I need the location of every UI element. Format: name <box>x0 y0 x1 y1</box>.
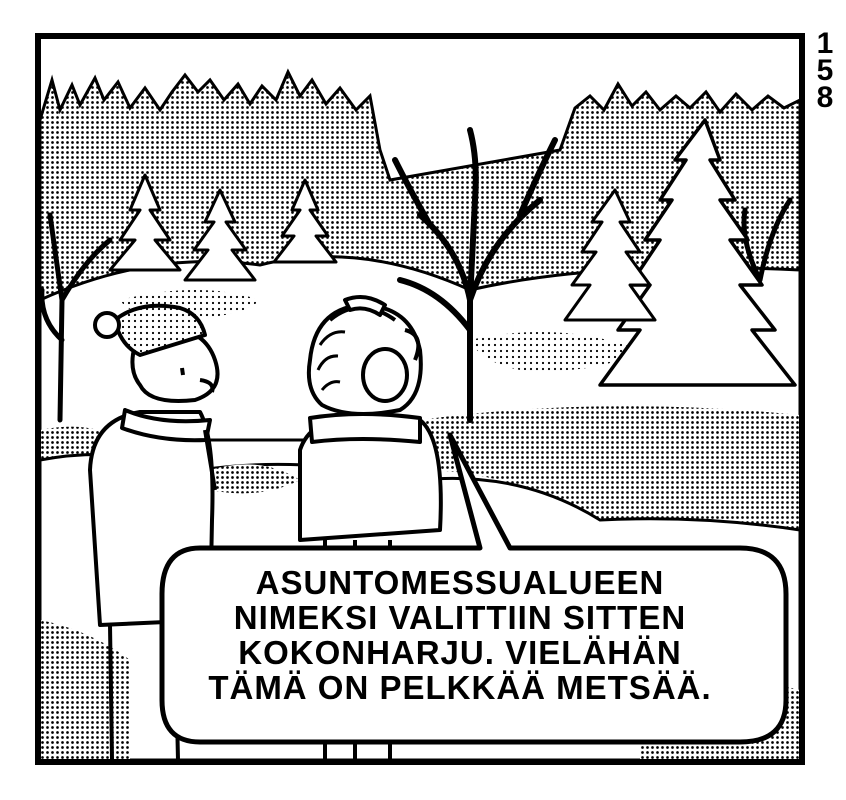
episode-digit: 5 <box>816 54 834 87</box>
episode-digit: 1 <box>816 27 834 60</box>
episode-number <box>812 27 838 114</box>
speech-line: TÄMÄ ON PELKKÄÄ METSÄÄ. <box>208 669 712 706</box>
speech-line: ASUNTOMESSUALUEEN <box>255 564 665 601</box>
speech-text <box>186 565 734 705</box>
speech-line: NIMEKSI VALITTIIN SITTEN <box>233 599 687 636</box>
speech-line: KOKONHARJU. VIELÄHÄN <box>238 634 682 671</box>
episode-digit: 8 <box>816 81 834 114</box>
